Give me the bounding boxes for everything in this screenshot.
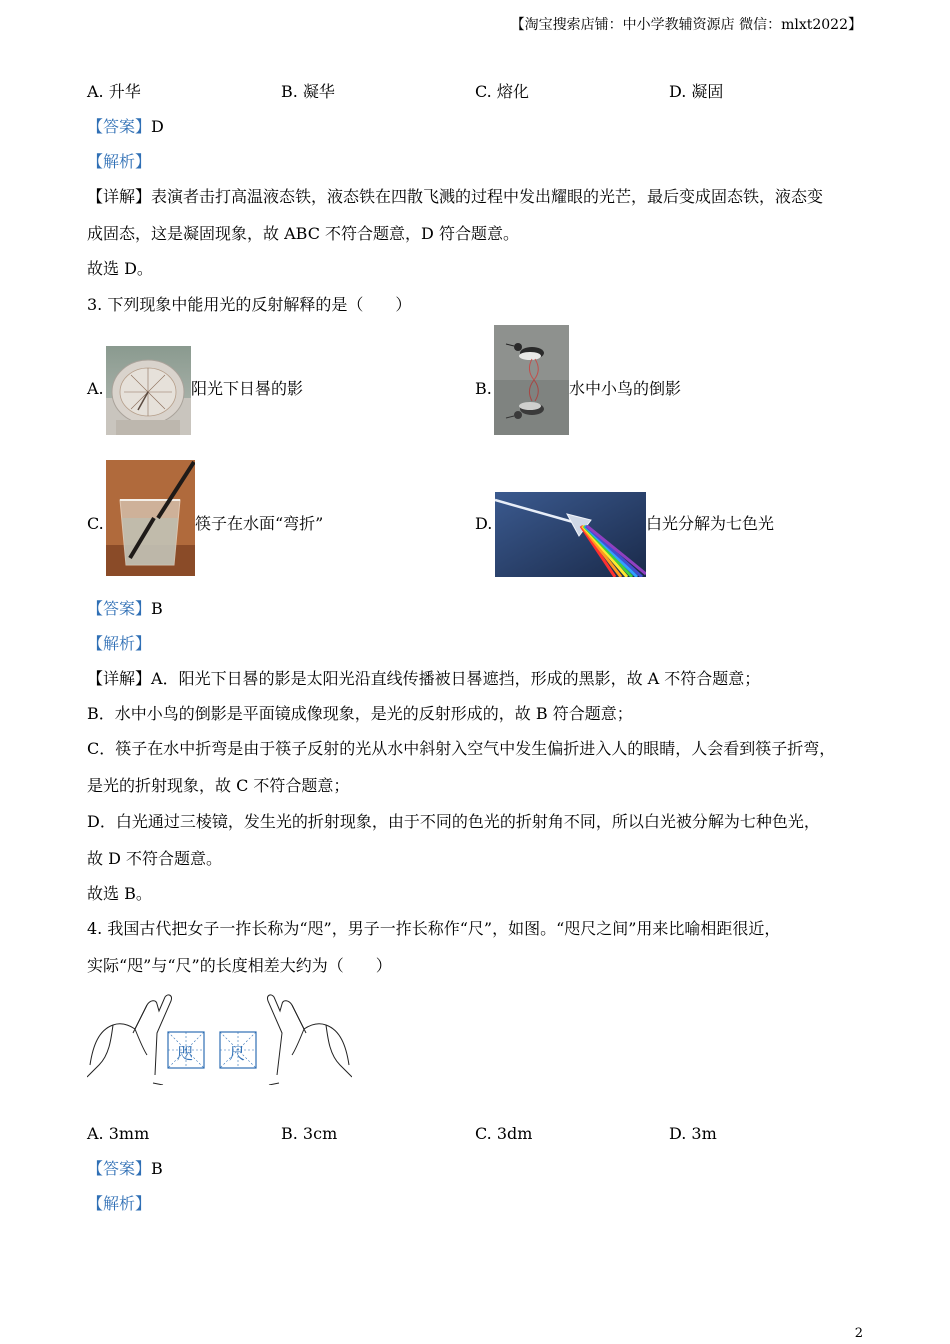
detail-tag: 【详解】 <box>87 669 152 688</box>
q2-detail-line-1 <box>87 187 823 207</box>
q3-detail-line-c1: C．筷子在水中折弯是由于筷子反射的光从水中斜射入空气中发生偏折进入人的眼睛，人会看到筷子折弯， <box>87 739 836 758</box>
q2-option-d: D. 凝固 <box>669 82 724 101</box>
q3-conclusion: 故选 B。 <box>87 884 152 903</box>
q4-option-a: A. 3mm <box>87 1124 150 1143</box>
char-zhi: 咫 <box>177 1044 194 1063</box>
q2-answer: D <box>151 117 164 136</box>
q3-detail-a: A．阳光下日晷的影是太阳光沿直线传播被日晷遮挡，形成的黑影，故 A 不符合题意； <box>151 669 761 688</box>
answer-tag: 【答案】 <box>87 1159 152 1178</box>
q2-option-c: C. 熔化 <box>475 82 529 101</box>
q2-option-b: B. 凝华 <box>281 82 335 101</box>
sundial-image <box>106 346 191 435</box>
q2-detail-1: 表演者击打高温液态铁，液态铁在四散飞溅的过程中发出耀眼的光芒，最后变成固态铁，液态变 <box>151 187 824 206</box>
q2-option-a: A. 升华 <box>87 82 141 101</box>
q3-detail-line-a <box>87 669 760 689</box>
q3-option-a-letter: A. <box>87 379 104 398</box>
q3-answer-line <box>87 599 163 619</box>
q3-detail-line-c2: 是光的折射现象，故 C 不符合题意； <box>87 776 350 795</box>
q4-answer-line <box>87 1159 163 1179</box>
q3-option-d-letter: D. <box>475 514 493 533</box>
q3-option-b-text: 水中小鸟的倒影 <box>569 379 682 398</box>
page-number: 2 <box>854 1326 863 1341</box>
q3-option-b-letter: B. <box>475 379 492 398</box>
q2-analysis-tag: 【解析】 <box>87 152 152 171</box>
char-chi: 尺 <box>229 1044 246 1063</box>
page-header: 【淘宝搜索店铺：中小学教辅资源店 微信：mlxt2022】 <box>510 17 862 33</box>
prism-dispersion-image <box>495 492 646 577</box>
q4-analysis-tag: 【解析】 <box>87 1194 152 1213</box>
chopstick-glass-image <box>106 460 195 576</box>
detail-tag: 【详解】 <box>87 187 152 206</box>
q3-analysis-tag: 【解析】 <box>87 634 152 653</box>
answer-tag: 【答案】 <box>87 117 152 136</box>
q3-detail-line-d2: 故 D 不符合题意。 <box>87 849 223 868</box>
hand-span-figure <box>87 985 352 1085</box>
q2-detail-line-2: 成固态，这是凝固现象，故 ABC 不符合题意，D 符合题意。 <box>87 224 519 243</box>
q3-option-a-text: 阳光下日晷的影 <box>191 379 304 398</box>
q3-detail-line-b: B．水中小鸟的倒影是平面镜成像现象，是光的反射形成的，故 B 符合题意； <box>87 704 633 723</box>
q3-option-c-text: 筷子在水面“弯折” <box>195 514 324 533</box>
q3-option-c-letter: C. <box>87 514 104 533</box>
q3-answer: B <box>151 599 163 618</box>
answer-tag: 【答案】 <box>87 599 152 618</box>
q2-conclusion: 故选 D。 <box>87 259 153 278</box>
q4-stem-line-1: 4. 我国古代把女子一拃长称为“咫”，男子一拃长称作“尺”，如图。“咫尺之间”用来比喻相距很近， <box>87 919 781 938</box>
q3-detail-line-d1: D．白光通过三棱镜，发生光的折射现象，由于不同的色光的折射角不同，所以白光被分解为七种色光， <box>87 812 820 831</box>
q4-option-b: B. 3cm <box>281 1124 338 1143</box>
q4-option-d: D. 3m <box>669 1124 717 1143</box>
q3-option-d-text: 白光分解为七色光 <box>646 514 775 533</box>
bird-reflection-image <box>494 325 569 435</box>
q3-stem: 3. 下列现象中能用光的反射解释的是（ ） <box>87 295 412 314</box>
q4-stem-line-2: 实际“咫”与“尺”的长度相差大约为（ ） <box>87 956 392 975</box>
q4-option-c: C. 3dm <box>475 1124 533 1143</box>
q2-answer-line <box>87 117 164 137</box>
q4-answer: B <box>151 1159 163 1178</box>
